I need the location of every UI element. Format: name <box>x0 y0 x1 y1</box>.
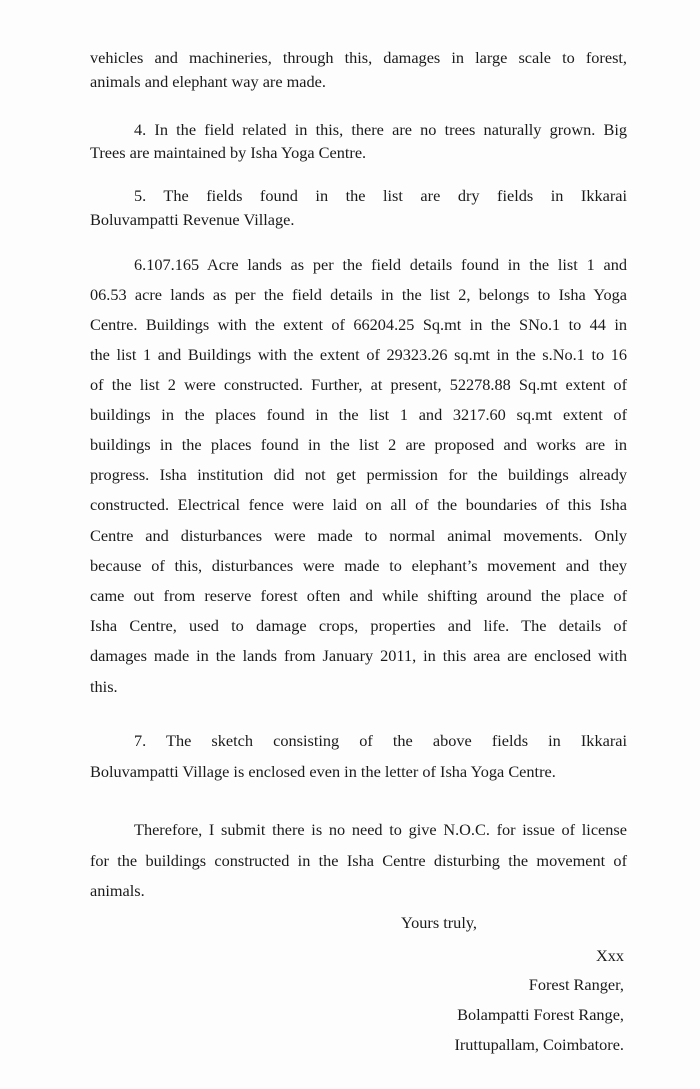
text-line: vehicles and machineries, through this, damages in large scale to forest, <box>90 48 627 67</box>
text-line: for the buildings constructed in the Isha Centre disturbing the movement of <box>90 851 627 870</box>
signatory-location: Iruttupallam, Coimbatore. <box>454 1035 624 1054</box>
text-line: Isha Centre, used to damage crops, properties and life. The details of <box>90 616 627 635</box>
text-line: buildings in the places found in the list 2 are proposed and works are in <box>90 435 627 454</box>
text-line: Boluvampatti Revenue Village. <box>90 210 295 229</box>
text-line: came out from reserve forest often and while shifting around the place of <box>90 586 627 605</box>
text-line: 7. The sketch consisting of the above fields in Ikkarai <box>134 731 627 750</box>
text-line: damages made in the lands from January 2011, in this area are enclosed with <box>90 646 627 665</box>
signatory-title: Forest Ranger, <box>528 975 624 994</box>
text-line: Therefore, I submit there is no need to give N.O.C. for issue of license <box>134 820 627 839</box>
text-line: 4. In the field related in this, there are no trees naturally grown. Big <box>134 120 627 139</box>
text-line: 5. The fields found in the list are dry fields in Ikkarai <box>134 186 627 205</box>
text-line: of the list 2 were constructed. Further, at present, 52278.88 Sq.mt extent of <box>90 375 627 394</box>
text-line: Centre. Buildings with the extent of 66204.25 Sq.mt in the SNo.1 to 44 in <box>90 315 627 334</box>
text-line: 6.107.165 Acre lands as per the field details found in the list 1 and <box>134 255 627 274</box>
text-line: Trees are maintained by Isha Yoga Centre. <box>90 143 367 162</box>
text-line: progress. Isha institution did not get permission for the buildings already <box>90 465 627 484</box>
text-line: animals and elephant way are made. <box>90 72 326 91</box>
text-line: Centre and disturbances were made to normal animal movements. Only <box>90 526 627 545</box>
text-line: the list 1 and Buildings with the extent of 29323.26 sq.mt in the s.No.1 to 16 <box>90 345 627 364</box>
text-line: Boluvampatti Village is enclosed even in the letter of Isha Yoga Centre. <box>90 762 556 781</box>
text-line: 06.53 acre lands as per the field details in the list 2, belongs to Isha Yoga <box>90 285 627 304</box>
signatory-name: Xxx <box>595 946 624 965</box>
signatory-office: Bolampatti Forest Range, <box>457 1005 624 1024</box>
text-line: because of this, disturbances were made to elephant’s movement and they <box>90 556 627 575</box>
text-line: buildings in the places found in the list 1 and 3217.60 sq.mt extent of <box>90 405 627 424</box>
text-line: animals. <box>90 881 145 900</box>
closing-salutation: Yours truly, <box>401 913 477 932</box>
text-line: this. <box>90 677 118 696</box>
text-line: constructed. Electrical fence were laid on all of the boundaries of this Isha <box>90 495 627 514</box>
